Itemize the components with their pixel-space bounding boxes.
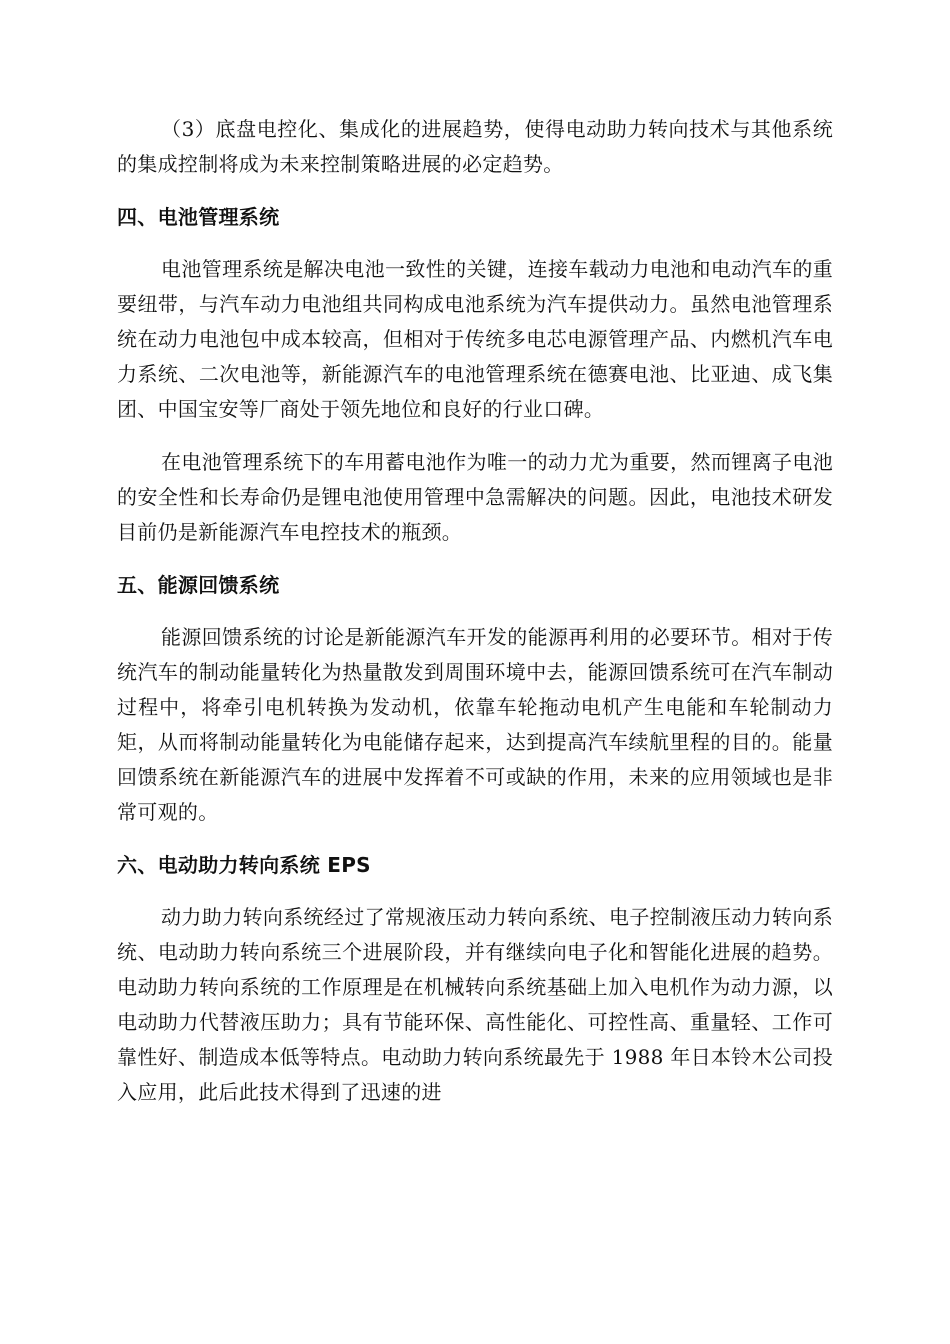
document-page [117, 112, 833, 1110]
paragraph-battery-management: 电池管理系统是解决电池一致性的关键，连接车载动力电池和电动汽车的重要纽带，与汽车动力电池组共同构成电池系统为汽车提供动力。虽然电池管理系统在动力电池包中成本较高，但相对于传统多电芯电源管理产品、内燃机汽车电力系统、二次电池等，新能源汽车的电池管理系统在德赛电池、比亚迪、成飞集团、中国宝安等厂商处于领先地位和良好的行业口碑。 [117, 257, 833, 421]
section-heading-battery-management: 四、电池管理系统 [117, 205, 280, 229]
paragraph-battery-safety: 在电池管理系统下的车用蓄电池作为唯一的动力尤为重要，然而锂离子电池的安全性和长寿命仍是锂电池使用管理中急需解决的问题。因此，电池技术研发目前仍是新能源汽车电控技术的瓶颈。 [117, 450, 833, 544]
paragraph-energy-recovery: 能源回馈系统的讨论是新能源汽车开发的能源再利用的必要环节。相对于传统汽车的制动能量转化为热量散发到周围环境中去，能源回馈系统可在汽车制动过程中，将牵引电机转换为发动机，依靠车轮拖动电机产生电能和车轮制动力矩，从而将制动能量转化为电能储存起来，达到提高汽车续航里程的目的。能量回馈系统在新能源汽车的进展中发挥着不可或缺的作用，未来的应用领域也是非常可观的。 [117, 625, 833, 824]
paragraph-eps: 动力助力转向系统经过了常规液压动力转向系统、电子控制液压动力转向系统、电动助力转向系统三个进展阶段，并有继续向电子化和智能化进展的趋势。电动助力转向系统的工作原理是在机械转向系统基础上加入电机作为动力源，以电动助力代替液压助力；具有节能环保、高性能化、可控性高、重量轻、工作可靠性好、制造成本低等特点。电动助力转向系统最先于 1988 年日本铃木公司投入应用，此后此技术得到了迅速的进 [117, 905, 833, 1104]
paragraph-chassis-trend: （3）底盘电控化、集成化的进展趋势，使得电动助力转向技术与其他系统的集成控制将成为未来控制策略进展的必定趋势。 [117, 117, 833, 176]
section-heading-eps: 六、电动助力转向系统 EPS [117, 853, 371, 877]
section-heading-energy-recovery: 五、能源回馈系统 [117, 573, 280, 597]
